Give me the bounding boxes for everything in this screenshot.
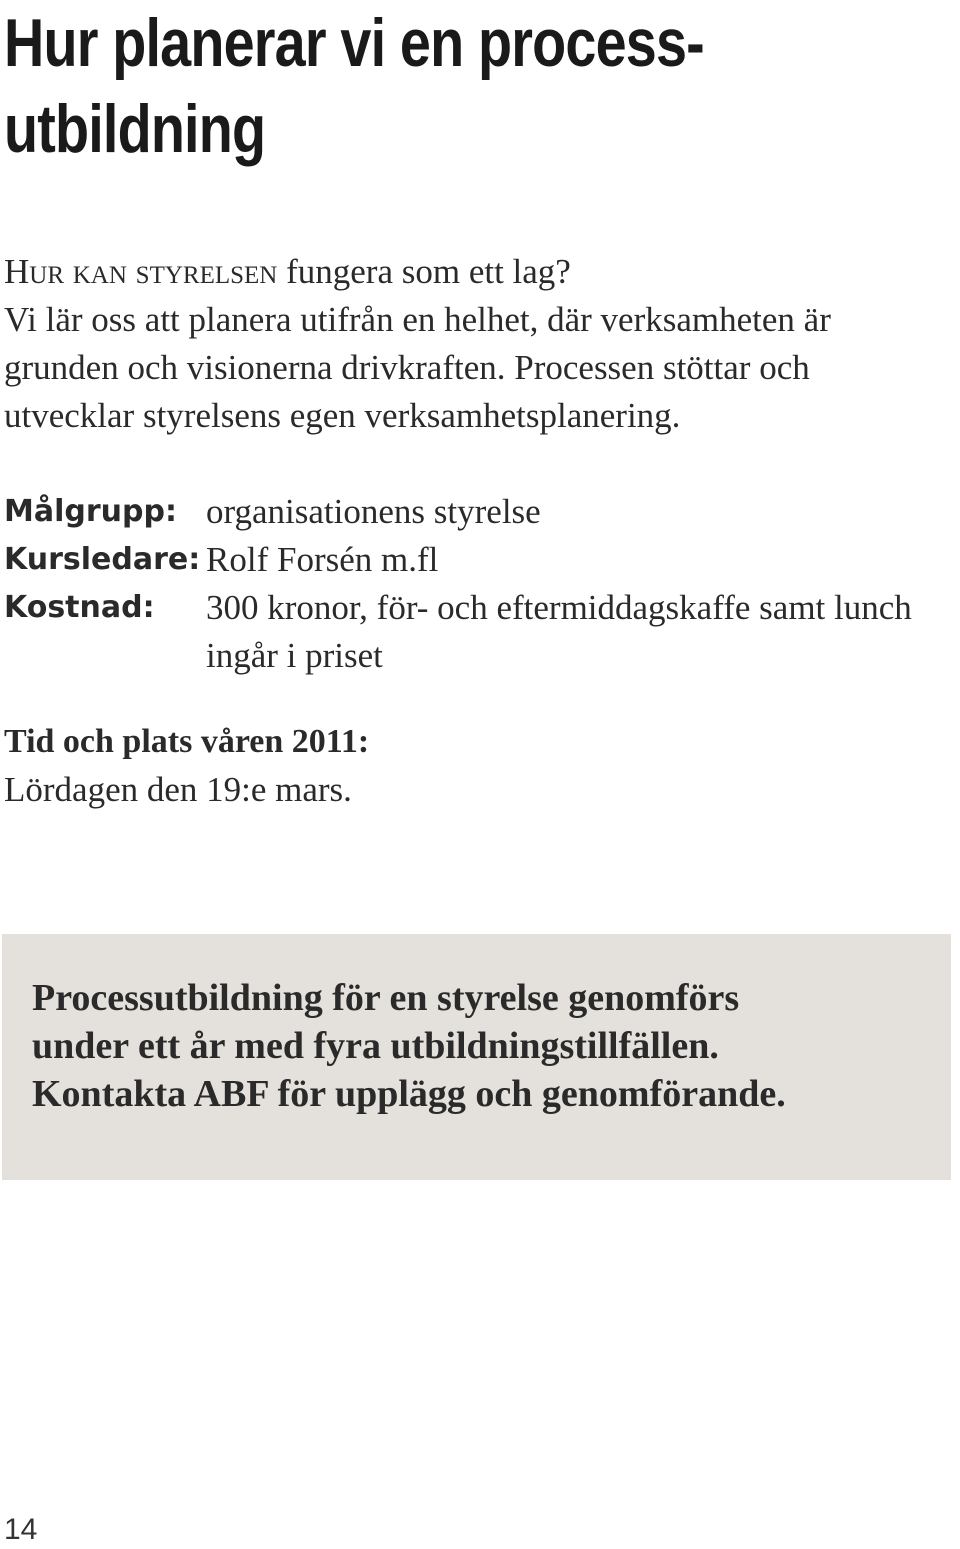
info-value: organisationens styrelse — [206, 492, 541, 531]
info-label: Kursledare: — [4, 542, 201, 577]
highlight-box — [2, 934, 951, 1180]
highlight-line-1: Processutbildning för en styrelse genomförs — [32, 977, 740, 1019]
info-row-target-group — [4, 488, 944, 536]
title-line-1: Hur planerar vi en process- — [4, 5, 704, 81]
schedule-date: Lördagen den 19:e mars. — [4, 770, 352, 809]
info-value: 300 kronor, för- och eftermiddagskaffe samt lunch ingår i priset — [206, 588, 912, 675]
page-number: 14 — [4, 1513, 38, 1546]
schedule-heading: Tid och plats våren 2011: — [4, 723, 370, 760]
info-label: Kostnad: — [4, 590, 155, 625]
info-row-cost — [4, 584, 944, 680]
title-line-2: utbildning — [4, 91, 266, 167]
schedule — [4, 718, 904, 814]
highlight-line-3: Kontakta ABF för upplägg och genomförande. — [32, 1073, 786, 1115]
info-value: Rolf Forsén m.fl — [206, 540, 439, 579]
highlight-line-2: under ett år med fyra utbildningstillfällen. — [32, 1025, 719, 1067]
info-row-course-leader — [4, 536, 944, 584]
info-label: Målgrupp: — [4, 494, 177, 529]
intro-lead: Hur kan styrelsen — [4, 252, 278, 291]
highlight-text — [32, 974, 932, 1118]
page-title — [4, 0, 767, 172]
intro-first-line-rest: fungera som ett lag? — [277, 252, 571, 291]
course-info — [4, 488, 944, 680]
intro-body: Vi lär oss att planera utifrån en helhet, där verksamheten är grunden och visionerna drivkraften. Processen stöttar och utvecklar styrelsens egen verksamhetsplanering. — [4, 300, 831, 435]
intro-paragraph — [4, 248, 944, 440]
